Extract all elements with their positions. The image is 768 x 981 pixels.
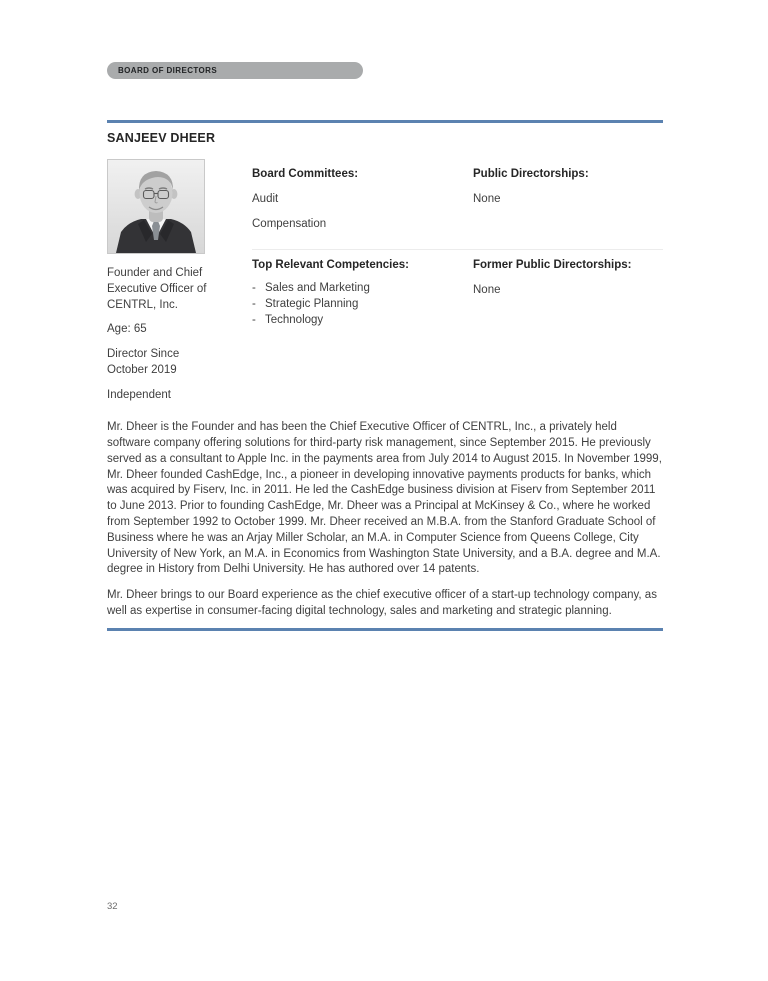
- former-public-directorships-value: None: [473, 284, 501, 296]
- dash-bullet: -: [252, 313, 256, 326]
- director-profile-grid: [107, 159, 663, 403]
- board-committees-heading: Board Committees:: [252, 168, 359, 180]
- director-name-heading: SANJEEV DHEER: [107, 131, 216, 145]
- director-title: Founder and Chief Executive Officer of CENTRL, Inc.: [107, 267, 207, 311]
- bottom-divider-rule: [107, 628, 663, 631]
- former-public-directorships-section: [473, 249, 663, 403]
- director-facts-column: [107, 159, 252, 403]
- competency-item: [252, 297, 473, 313]
- competencies-section: [252, 249, 473, 403]
- director-summary-paragraph: Mr. Dheer brings to our Board experience as the chief executive officer of a start-up technology company, as well as expertise in consumer-facing digital technology, sales and marketing and strategic planning.: [107, 589, 657, 618]
- competency-label: Strategic Planning: [265, 297, 359, 310]
- competencies-heading: Top Relevant Competencies:: [252, 259, 409, 271]
- competency-item: [252, 313, 473, 329]
- director-photo: [107, 159, 205, 254]
- public-directorships-heading: Public Directorships:: [473, 168, 589, 180]
- board-committees-section: [252, 159, 473, 249]
- board-committee-item: Audit: [252, 193, 279, 205]
- competency-label: Technology: [265, 313, 324, 326]
- director-since: [107, 347, 207, 379]
- top-divider-rule: [107, 120, 663, 123]
- dash-bullet: -: [252, 297, 256, 310]
- director-since-label: Director Since: [107, 348, 180, 360]
- dash-bullet: -: [252, 282, 256, 294]
- public-directorships-section: [473, 159, 663, 249]
- competency-label: Sales and Marketing: [265, 282, 370, 294]
- director-age: Age: 65: [107, 323, 147, 336]
- director-bio-paragraph: Mr. Dheer is the Founder and has been the Chief Executive Officer of CENTRL, Inc., a privately held software company offering solutions for third-party risk management, since September 2015. He previously served as a consultant to Apple Inc. in the payments area from July 2014 to August 2015. In November 1999, Mr. Dheer founded CashEdge, Inc., a pioneer in developing innovative payments products for banks, which was acquired by Fiserv, Inc. in 2011. He led the CashEdge business division at Fiserv from September 2011 to June 2013. Prior to founding CashEdge, Mr. Dheer was a Principal at McKinsey & Co., where he worked from September 1992 to October 1999. Mr. Dheer received an M.B.A. from the Stanford Graduate School of Business where he was an Arjay Miller Scholar, an M.A. in Computer Science from Queens College, City University of New York, an M.A. in Economics from Washington State University, and a B.A. degree and M.A. degree in History from Delhi University. He has authored over 14 patents.: [107, 421, 662, 576]
- former-public-directorships-heading: Former Public Directorships:: [473, 259, 632, 271]
- board-committee-item: Compensation: [252, 218, 327, 230]
- public-directorships-value: None: [473, 193, 501, 205]
- section-badge: [107, 62, 363, 79]
- section-badge-label: BOARD OF DIRECTORS: [118, 66, 218, 75]
- competency-item: [252, 281, 473, 297]
- competencies-list: [252, 281, 473, 329]
- director-independence: Independent: [107, 388, 171, 401]
- director-photo-illustration: [108, 160, 204, 253]
- director-since-value: October 2019: [107, 363, 177, 376]
- page-number: 32: [107, 901, 118, 912]
